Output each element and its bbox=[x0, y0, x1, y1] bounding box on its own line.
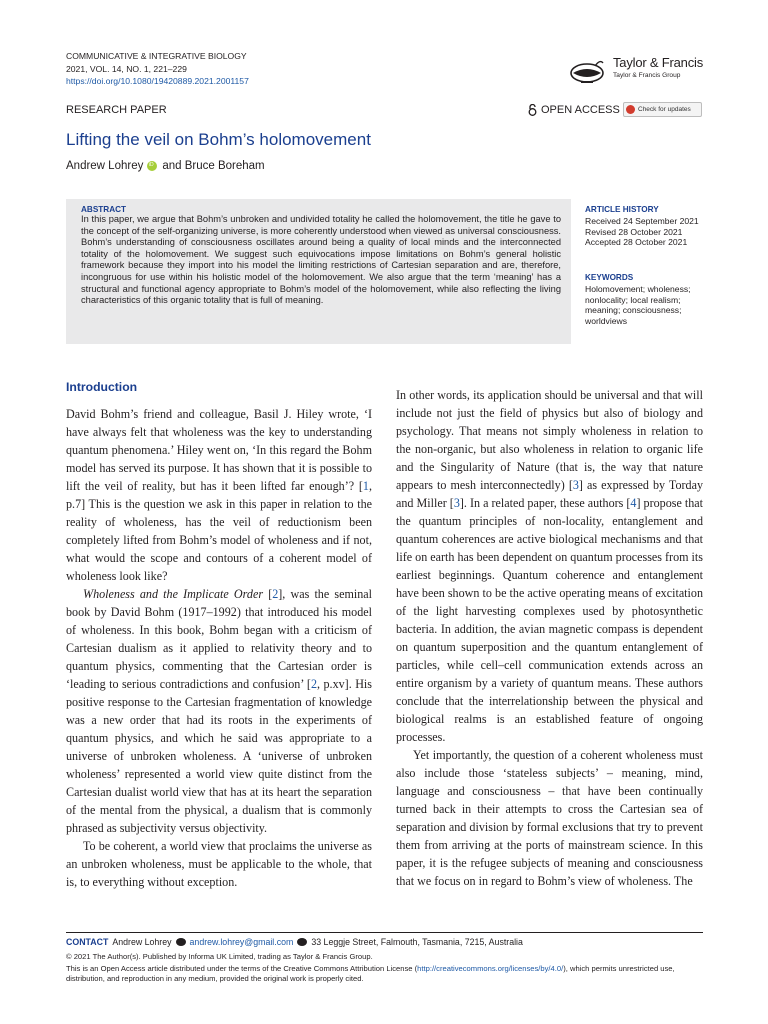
paragraph-text: [ bbox=[263, 587, 273, 601]
check-updates-icon bbox=[626, 105, 635, 114]
keywords-label: KEYWORDS bbox=[585, 273, 634, 282]
paragraph-text: ] propose that the quantum principles of non-locality, entanglement and quantum coherences are active biological mechanisms and that life on earth has been dependent on quantum processes from its earliest beginnings. Quantum coherence and entanglement have been shown to be the active operating means of excitation of the light harvesting complexes used by photosynthetic bacteria. In addition, the avian magnetic compass is dependent on quantum superposition and the quantum entanglement of particles, while cell–cell communication extends across an entire organism by a variety of quantum means. These authors conclude that the interrelationship between the physical and biological realms is an established feature of ongoing processes. bbox=[396, 496, 704, 744]
keywords-text: Holomovement; wholeness; nonlocality; local realism; meaning; consciousness; worldviews bbox=[585, 283, 691, 327]
copyright-notice: © 2021 The Author(s). Published by Informa UK Limited, trading as Taylor & Francis Group. bbox=[66, 952, 373, 961]
contact-label: CONTACT bbox=[66, 937, 109, 947]
check-updates-label: Check for updates bbox=[638, 106, 691, 113]
paragraph-text: ] as expressed by Torday and Miller [ bbox=[396, 478, 703, 510]
article-history-label: ARTICLE HISTORY bbox=[585, 205, 659, 214]
citation-link[interactable]: 3 bbox=[453, 496, 460, 510]
journal-name: COMMUNICATIVE & INTEGRATIVE BIOLOGY bbox=[66, 51, 247, 61]
received-date: Received 24 September 2021 bbox=[585, 215, 699, 226]
license-text: ), which permits unrestricted use, distribution, and reproduction in any medium, provided the original work is properly cited. bbox=[66, 964, 675, 983]
paragraph-text: , p.xv]. His positive response to the Cartesian fragmentation of knowledge was a new order that had its roots in the experiments of quantum physics, and which he said was appropriate to a universe of unbroken wholeness. A ‘universe of unbroken wholeness’ represented a world view quite distinct from the Cartesian dualist world view that has at its heart the separation of the mental from the physical, a dualism that is commonly phrased as subjectivity versus objectivity. bbox=[66, 677, 372, 835]
section-heading: Introduction bbox=[66, 380, 138, 394]
license-text: This is an Open Access article distributed under the terms of the Creative Commons Attribution License ( bbox=[66, 964, 418, 973]
abstract-label: ABSTRACT bbox=[81, 205, 127, 214]
doi-link[interactable]: https://doi.org/10.1080/19420889.2021.2001157 bbox=[66, 76, 249, 86]
keywords bbox=[585, 273, 705, 327]
body-column-right bbox=[396, 386, 703, 890]
paragraph-text: ]. In a related paper, these authors [ bbox=[459, 496, 631, 510]
author-name: Andrew Lohrey bbox=[66, 160, 144, 172]
orcid-icon[interactable] bbox=[147, 161, 157, 171]
paper-type: RESEARCH PAPER bbox=[66, 104, 167, 116]
check-updates-button[interactable] bbox=[623, 102, 702, 117]
license-notice bbox=[66, 964, 706, 984]
accepted-date: Accepted 28 October 2021 bbox=[585, 237, 688, 248]
paragraph-text: David Bohm’s friend and colleague, Basil J. Hiley wrote, ‘I have always felt that wholeness was the key to understanding quantum phenomena.’ Hiley went on, ‘In this regard the Bohm model has served its purpose. It has shown that it is possible to lift the veil of reality, but has it been lifted far enough’? [ bbox=[66, 407, 372, 493]
open-access-label: OPEN ACCESS bbox=[541, 104, 620, 116]
citation-link[interactable]: 4 bbox=[630, 496, 637, 510]
revised-date: Revised 28 October 2021 bbox=[585, 226, 683, 237]
co-author-name: and Bruce Boreham bbox=[162, 160, 265, 172]
volume-line: 2021, VOL. 14, NO. 1, 221–229 bbox=[66, 63, 187, 74]
address-icon bbox=[297, 938, 307, 946]
citation-link[interactable]: 3 bbox=[572, 478, 579, 492]
open-access-badge bbox=[528, 104, 620, 116]
email-icon bbox=[176, 938, 186, 946]
paragraph-text: In other words, its application should be universal and that will include not just the field of physics but also of biology and psychology. That means not simply wholeness in relation to the non-organic, but also wholeness in relation to organic life and the Singularity of Nature (that is, the way that nature appears to mesh interconnectedly) [ bbox=[396, 388, 703, 492]
article-history bbox=[585, 205, 705, 248]
book-title: Wholeness and the Implicate Order bbox=[83, 587, 264, 601]
footer-divider bbox=[66, 932, 703, 933]
publisher-logo bbox=[567, 51, 707, 87]
open-lock-icon bbox=[528, 104, 537, 116]
article-title: Lifting the veil on Bohm’s holomovement bbox=[66, 130, 371, 149]
publisher-lamp-icon bbox=[567, 55, 607, 85]
contact-line bbox=[66, 937, 523, 947]
abstract-box bbox=[66, 199, 571, 344]
contact-address: 33 Leggje Street, Falmouth, Tasmania, 7215, Australia bbox=[311, 937, 523, 947]
journal-info bbox=[66, 50, 249, 88]
publisher-name: Taylor & Francis bbox=[613, 55, 703, 70]
license-link[interactable]: http://creativecommons.org/licenses/by/4.0/ bbox=[417, 964, 564, 973]
paragraph bbox=[66, 585, 372, 837]
citation-link[interactable]: 2 bbox=[272, 587, 279, 601]
publisher-group: Taylor & Francis Group bbox=[613, 72, 681, 79]
paragraph bbox=[66, 405, 372, 585]
citation-link[interactable]: 1 bbox=[362, 479, 369, 493]
paragraph-text: ], was the seminal book by David Bohm (1917–1992) that introduced his model of wholeness. In this book, Bohm began with a criticism of Cartesian dualism as it applied to relativity theory and to quantum physics, commenting that the Cartesian order is ‘leading to serious contradictions and confusion’ [ bbox=[66, 587, 372, 691]
paragraph-text: , p.7] This is the question we ask in this paper in relation to the reality of wholeness, has the veil of reductionism been completely lifted from Bohm’s model of wholeness and if not, what would the scope and contours of a coherent model of wholeness look like? bbox=[66, 479, 372, 583]
contact-name: Andrew Lohrey bbox=[112, 937, 172, 947]
paragraph: To be coherent, a world view that proclaims the universe as an unbroken wholeness, must be applicable to the whole, that is, to everything without exception. bbox=[66, 839, 372, 889]
paragraph: Yet importantly, the question of a coherent wholeness must also include those ‘stateless subjects’ – meaning, mind, language and consciousness – that have been continually turned back in their attempts to cross the Cartesian sea of separation and division by formal exclusions that try to prevent them from arriving at the ports of mainstream science. In this paper, it is the refugee subjects of meaning and consciousness that we focus on in regard to Bohm’s view of wholeness. The bbox=[396, 748, 703, 888]
body-column-left bbox=[66, 378, 372, 891]
citation-link[interactable]: 2 bbox=[310, 677, 318, 691]
abstract-text: In this paper, we argue that Bohm’s unbroken and undivided totality he called the holomovement, the title he gave to the concept of the self-organizing universe, is more coherently understood when viewed as universal consciousness. Bohm’s understanding of consciousness oscillates around being a quality of local minds and the interconnected totality of the holomovement. We suggest such equivocations impose limitations on Bohm’s general holistic framework because they import into his model the limiting restrictions of Cartesian separation and are, therefore, incongruous for use within his holistic model of the holomovement. We also argue that the term ‘meaning’ has a structural and functional agency appropriate to Bohm’s model of the holomovement, while also reflecting the living characteristics of this organic totality that is full of meaning. bbox=[81, 214, 561, 306]
contact-email[interactable]: andrew.lohrey@gmail.com bbox=[189, 937, 294, 947]
paragraph bbox=[396, 386, 703, 746]
author-line bbox=[66, 160, 265, 172]
